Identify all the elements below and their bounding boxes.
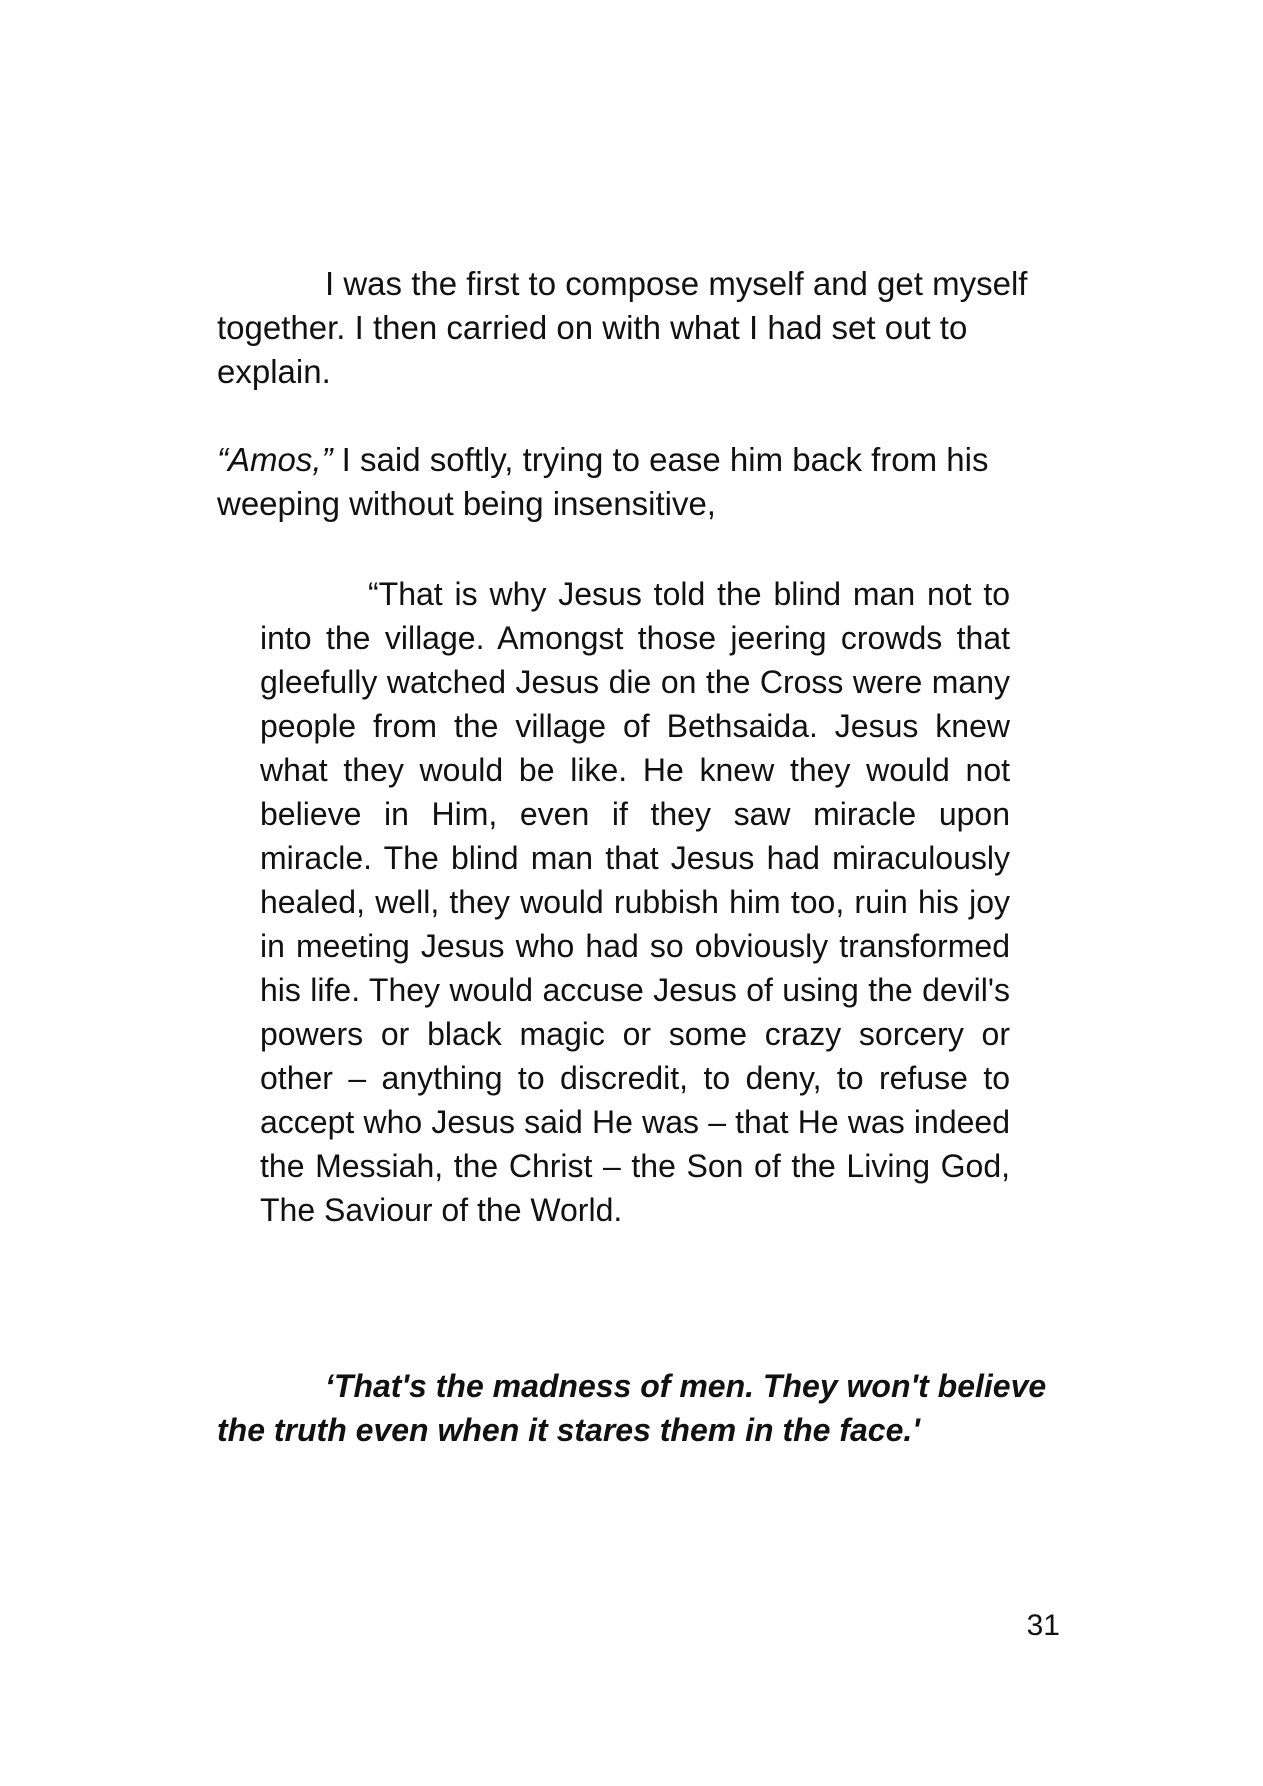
quoted-passage: “That is why Jesus told the blind man not to into the village. Amongst those jeering crowds that gleefully watched Jesus die on the Cross were many people from the village of Bethsaida. Jesus knew what they would be like. He knew they would not believe in Him, even if they saw miracle upon miracle. The blind man that Jesus had miraculously healed, well, they would rubbish him too, ruin his joy in meeting Jesus who had so obviously transformed his life. They would accuse Jesus of using the devil's powers or black magic or some crazy sorcery or other – anything to discredit, to deny, to refuse to accept who Jesus said He was – that He was indeed the Messiah, the Christ – the Son of the Living God, The Saviour of the World. — [260, 576, 1010, 1228]
address-text: I said softly, trying to ease him back from his weeping without being insensitive, — [217, 441, 989, 522]
closing-quote: ‘That's the madness of men. They won't believe the truth even when it stares them in the face.' — [217, 1368, 1047, 1448]
speaker-name: “Amos,” — [217, 441, 333, 478]
page-number: 31 — [1026, 1609, 1060, 1642]
opening-paragraph: I was the first to compose myself and get myself together. I then carried on with what I had set out to explain. — [217, 265, 1028, 390]
address-paragraph — [217, 438, 1047, 526]
